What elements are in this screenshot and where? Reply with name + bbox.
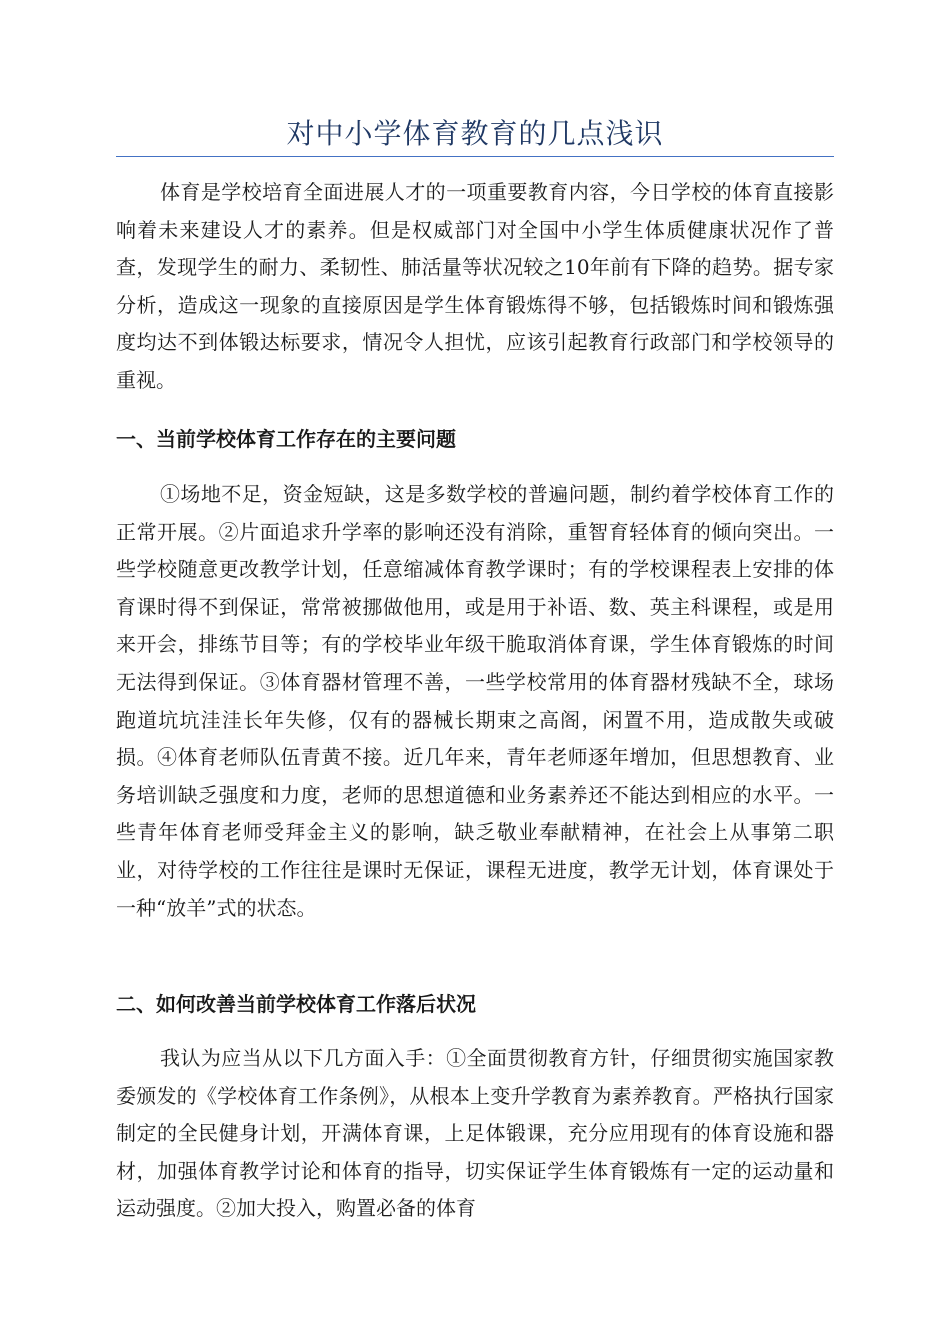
- intro-paragraph: 体育是学校培育全面进展人才的一项重要教育内容，今日学校的体育直接影响着未来建设人才的素养。但是权威部门对全国中小学生体质健康状况作了普查，发现学生的耐力、柔韧性、肺活量等状况较之10年前有下降的趋势。据专家分析，造成这一现象的直接原因是学生体育锻炼得不够，包括锻炼时间和锻炼强度均达不到体锻达标要求，情况令人担忧，应该引起教育行政部门和学校领导的重视。: [116, 180, 834, 392]
- section-heading-problems: 一、当前学校体育工作存在的主要问题: [116, 427, 456, 451]
- section-heading-improvements: 二、如何改善当前学校体育工作落后状况: [116, 992, 476, 1016]
- title-underline: [116, 156, 834, 157]
- document-title: 对中小学体育教育的几点浅识: [286, 117, 664, 150]
- section-problems-paragraph: ①场地不足，资金短缺，这是多数学校的普遍问题，制约着学校体育工作的正常开展。②片面追求升学率的影响还没有消除，重智育轻体育的倾向突出。一些学校随意更改教学计划，任意缩减体育教学课时；有的学校课程表上安排的体育课时得不到保证，常常被挪做他用，或是用于补语、数、英主科课程，或是用来开会，排练节目等；有的学校毕业年级干脆取消体育课，学生体育锻炼的时间无法得到保证。③体育器材管理不善，一些学校常用的体育器材残缺不全，球场跑道坑坑洼洼长年失修，仅有的器械长期束之高阁，闲置不用，造成散失或破损。④体育老师队伍青黄不接。近几年来，青年老师逐年增加，但思想教育、业务培训缺乏强度和力度，老师的思想道德和业务素养还不能达到相应的水平。一些青年体育老师受拜金主义的影响，缺乏敬业奉献精神，在社会上从事第二职业，对待学校的工作往往是课时无保证，课程无进度，教学无计划，体育课处于一种“放羊”式的状态。: [116, 482, 834, 920]
- section-improvements-paragraph: 我认为应当从以下几方面入手：①全面贯彻教育方针，仔细贯彻实施国家教委颁发的《学校体育工作条例》，从根本上变升学教育为素养教育。严格执行国家制定的全民健身计划，开满体育课，上足体锻课，充分应用现有的体育设施和器材，加强体育教学讨论和体育的指导，切实保证学生体育锻炼有一定的运动量和运动强度。②加大投入，购置必备的体育: [116, 1046, 834, 1221]
